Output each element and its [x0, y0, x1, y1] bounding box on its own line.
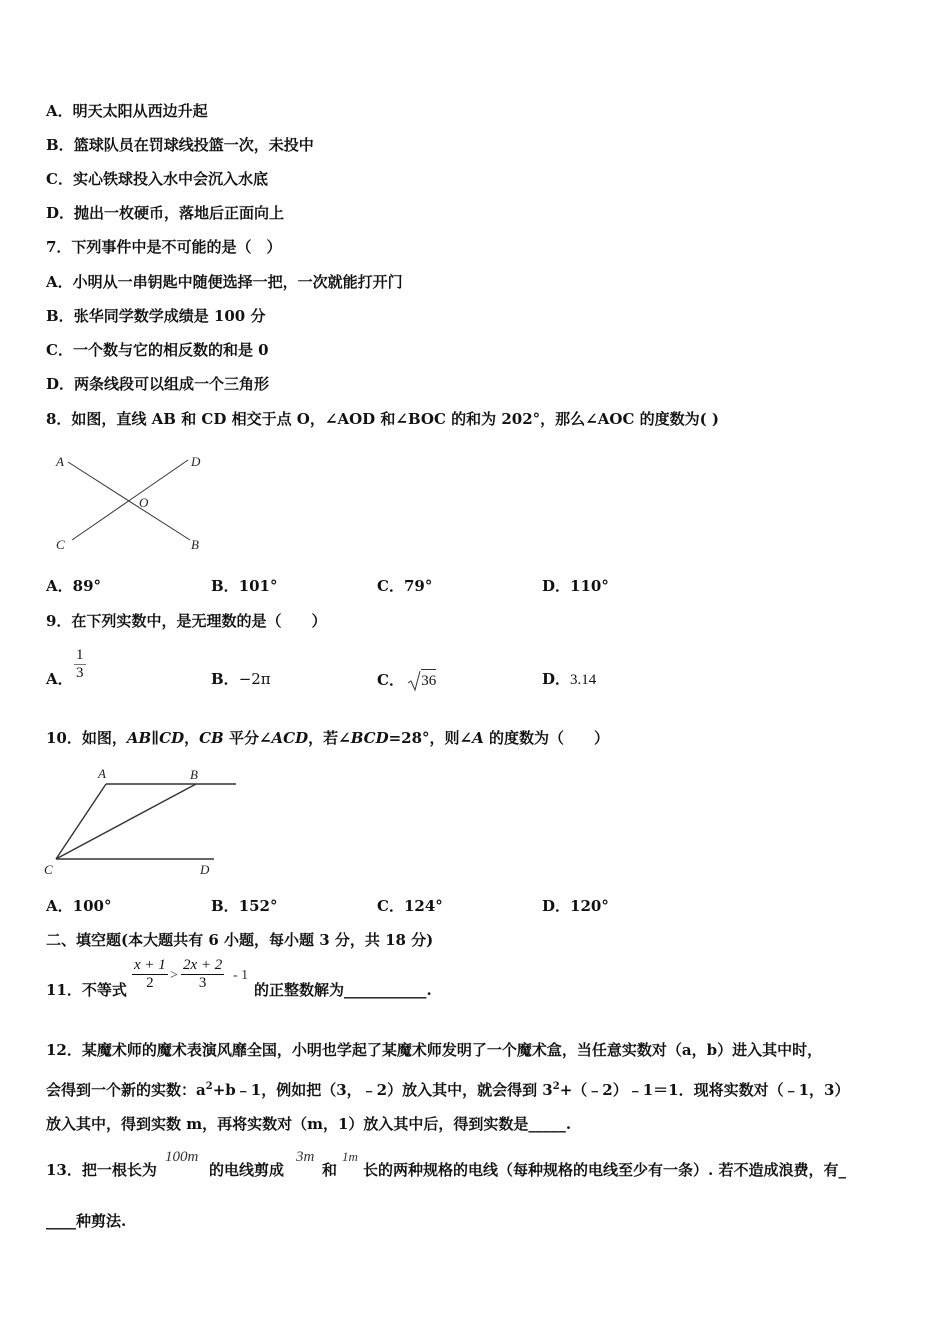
- q7-option-b: B．张华同学数学成绩是 100 分: [46, 307, 266, 325]
- fraction-denominator: 3: [198, 975, 207, 991]
- q10-figure: [40, 762, 245, 882]
- q9-option-a-fraction: [74, 647, 86, 682]
- q8-option-a: A．89°: [46, 577, 102, 595]
- fraction-numerator: 1: [76, 647, 84, 663]
- q9-option-a-letter: A．: [46, 670, 73, 688]
- q10-stem: 10．如图，AB∥CD，CB 平分∠ACD，若∠BCD=28°，则∠A 的度数为（ ）: [46, 729, 609, 747]
- line-ca: [56, 784, 106, 859]
- q7-option-a: A．小明从一串钥匙中随便选择一把，一次就能打开门: [46, 273, 403, 291]
- q13-length-1m: 1m: [342, 1149, 358, 1164]
- q9-option-d: D．3.14: [542, 670, 597, 688]
- q13-length-3m: 3m: [296, 1149, 315, 1165]
- q8-option-d: D．110°: [542, 577, 609, 595]
- fraction-numerator: x + 1: [134, 957, 166, 973]
- q9-option-c: C． 36: [377, 669, 436, 691]
- label-a: A: [98, 766, 106, 781]
- q7-option-c: C．一个数与它的相反数的和是 0: [46, 341, 269, 359]
- q10-option-b: B．152°: [211, 897, 278, 915]
- q11-fraction-1: [132, 957, 168, 992]
- q12-line-1: 12．某魔术师的魔术表演风靡全国，小明也学起了某魔术师发明了一个魔术盒，当任意实数对（a，b）进入其中时，: [46, 1041, 823, 1059]
- q7-stem: 7．下列事件中是不可能的是（ ）: [46, 238, 282, 256]
- q8-option-c: C．79°: [377, 577, 433, 595]
- fraction-numerator: 2x + 2: [183, 957, 223, 973]
- label-a: A: [56, 454, 64, 469]
- q8-figure: [50, 448, 220, 558]
- q6-option-a: A．明天太阳从西边升起: [46, 102, 208, 120]
- q12-line-3: 放入其中，得到实数 m，再将实数对（m，1）放入其中后，得到实数是_____.: [46, 1115, 572, 1133]
- q10-option-a: A．100°: [46, 897, 112, 915]
- q13-line-2: ____种剪法.: [46, 1212, 127, 1230]
- sqrt-sign-icon: [407, 670, 421, 692]
- line-cb: [56, 784, 196, 859]
- q6-option-c: C．实心铁球投入水中会沉入水底: [46, 170, 268, 188]
- q6-option-b: B．篮球队员在罚球线投篮一次，未投中: [46, 136, 314, 154]
- label-d: D: [200, 862, 210, 877]
- q10-option-c: C．124°: [377, 897, 443, 915]
- label-c: C: [56, 537, 65, 552]
- label-c: C: [44, 862, 53, 877]
- q9-stem: 9．在下列实数中，是无理数的是（ ）: [46, 612, 327, 630]
- q13-length-100m: 100m: [165, 1149, 199, 1165]
- fraction-denominator: 2: [146, 975, 154, 991]
- label-b: B: [191, 537, 199, 552]
- label-d: D: [191, 454, 201, 469]
- q12-line-2: 会得到一个新的实数：$a^2+b﹣1$，例如把（3，﹣2）放入其中，就会得到 $3^2+(﹣2)﹣1=1$．现将实数对（﹣1，3）: [46, 1081, 850, 1099]
- q7-option-d: D．两条线段可以组成一个三角形: [46, 375, 270, 393]
- q13-prefix: 13．把一根长为: [46, 1161, 157, 1179]
- label-o: O: [139, 495, 149, 510]
- fraction-denominator: 3: [76, 665, 84, 681]
- q11-minus-one: - 1: [233, 968, 249, 983]
- q13-mid-1: 的电线剪成: [209, 1161, 285, 1179]
- label-b: B: [190, 767, 198, 782]
- q13-mid-2: 和: [322, 1161, 338, 1179]
- section-2-heading: 二、填空题(本大题共有 6 小题，每小题 3 分，共 18 分): [46, 931, 434, 949]
- sqrt-expression: 36: [409, 673, 436, 689]
- q8-stem: 8．如图，直线 AB 和 CD 相交于点 O，∠AOD 和∠BOC 的和为 202°，那么∠AOC 的度数为( ): [46, 410, 720, 428]
- q13-suffix: 长的两种规格的电线（每种规格的电线至少有一条）. 若不造成浪费，有_: [363, 1161, 846, 1179]
- q11-prefix: 11．不等式: [46, 981, 127, 999]
- q11-fraction-2: [181, 957, 224, 992]
- q8-option-b: B．101°: [211, 577, 278, 595]
- q6-option-d: D．抛出一枚硬币，落地后正面向上: [46, 204, 285, 222]
- q10-option-d: D．120°: [542, 897, 609, 915]
- q11-suffix: 的正整数解为___________.: [254, 981, 432, 999]
- q9-option-b: B．−2π: [211, 670, 271, 688]
- q11-greater-than: >: [170, 968, 178, 983]
